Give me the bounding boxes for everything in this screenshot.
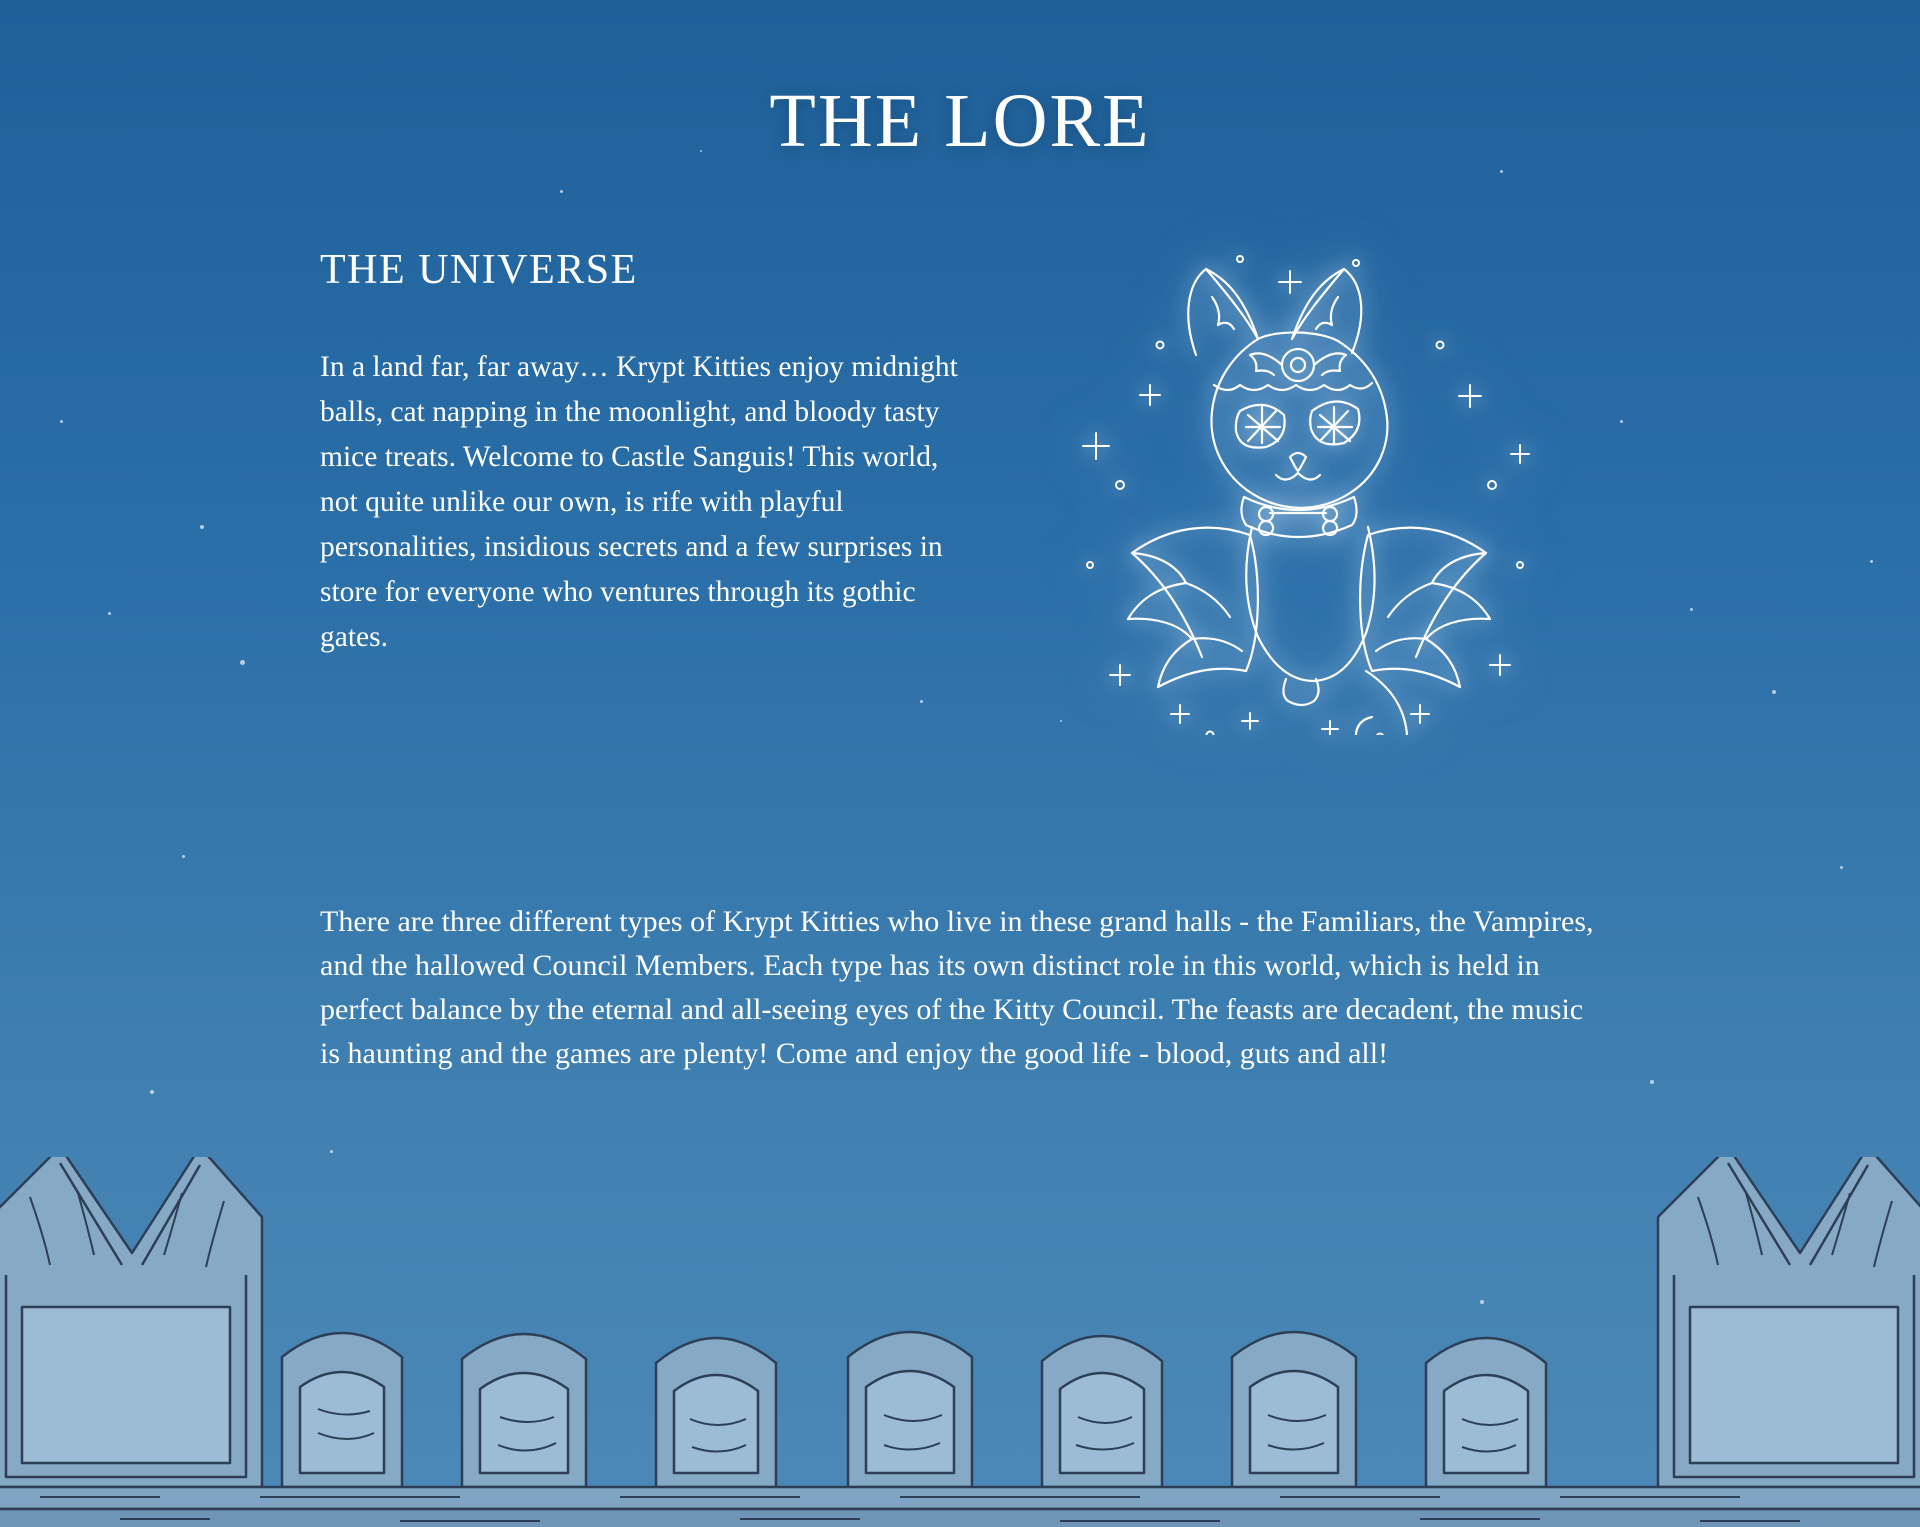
star-dot <box>150 1090 154 1094</box>
star-dot <box>1870 560 1873 563</box>
star-dot <box>1772 690 1776 694</box>
star-dot <box>1840 866 1843 869</box>
glowing-cat-illustration <box>1000 235 1560 735</box>
page-title: THE LORE <box>769 79 1151 163</box>
star-dot <box>240 660 245 665</box>
universe-body-text: In a land far, far away… Krypt Kitties enjoy midnight balls, cat napping in the moonlight, and bloody tasty mice treats. Welcome to Castle Sanguis! This world, not quite unlike our own, is rife with playful personalities, insidious secrets and a few surprises in store for everyone who ventures through its gothic gates. <box>320 351 958 653</box>
star-dot <box>560 190 563 193</box>
star-dot <box>60 420 63 423</box>
star-dot <box>200 525 204 529</box>
star-dot <box>1620 420 1623 423</box>
graveyard-foreground <box>0 1157 1920 1527</box>
kitty-types-body-text: There are three different types of Krypt Kitties who live in these grand halls - the Familiars, the Vampires, and the hallowed Council Members. Each type has its own distinct role in this world, which is held in perfect balance by the eternal and all-seeing eyes of the Kitty Council. The feasts are decadent, the music is haunting and the games are plenty! Come and enjoy the good life - blood, guts and all! <box>320 905 1594 1070</box>
star-dot <box>920 700 923 703</box>
star-dot <box>108 612 111 615</box>
star-dot <box>1690 608 1693 611</box>
star-dot <box>330 1150 333 1153</box>
star-dot <box>182 855 185 858</box>
star-dot <box>1650 1080 1654 1084</box>
star-dot <box>1500 170 1503 173</box>
section-heading-universe: THE UNIVERSE <box>320 247 638 293</box>
